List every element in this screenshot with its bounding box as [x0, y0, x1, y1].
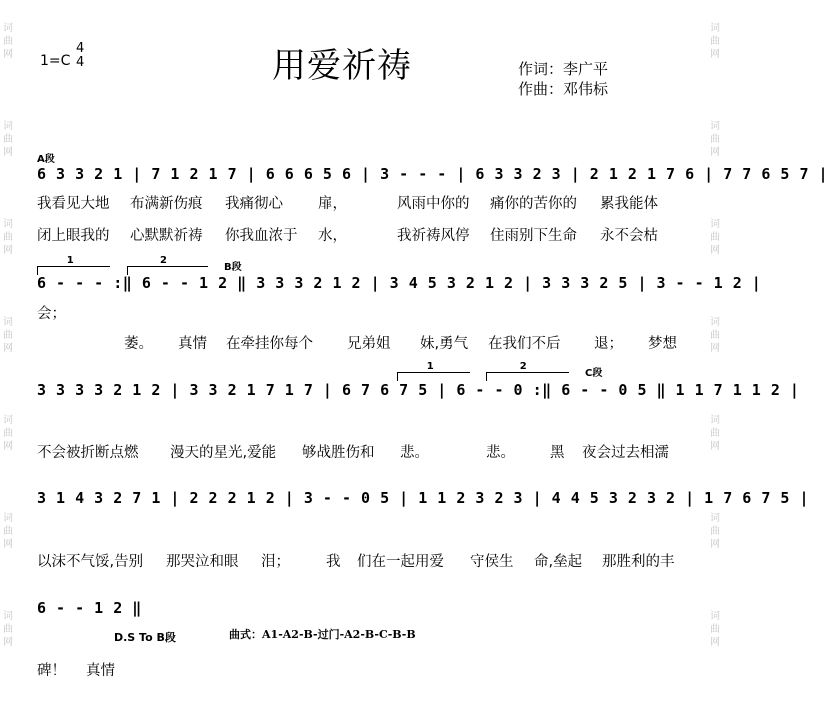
lyricist: 作词：李广平	[518, 60, 609, 78]
ds-marking: D.S To B段	[114, 631, 176, 644]
lyric-row4-1: 以沫不气馁,告别	[37, 554, 144, 570]
lyric-row2b-4: 兄弟姐	[347, 336, 391, 352]
lyric-verse1-7: 累我能体	[600, 196, 658, 212]
watermark-left-5: 词曲网	[3, 415, 13, 452]
lyric-verse1-1: 我看见大地	[37, 196, 110, 212]
watermark-right-3: 词曲网	[710, 219, 720, 256]
section-label-c: C段	[585, 368, 603, 379]
watermark-right-2: 词曲网	[710, 121, 720, 158]
watermark-left-3: 词曲网	[3, 219, 13, 256]
watermark-right-5: 词曲网	[710, 415, 720, 452]
lyric-row2b-6: 在我们不后	[488, 336, 561, 352]
meter-bottom: 4	[76, 55, 85, 70]
watermark-left-2: 词曲网	[3, 121, 13, 158]
lyric-row3-6: 黑	[550, 445, 565, 461]
lyric-verse2-1: 闭上眼我的	[37, 228, 110, 244]
lyric-verse2-7: 永不会枯	[600, 228, 658, 244]
notation-row-4: 3 1 4 3 2 7 1 | 2 2 2 1 2 | 3 - - 0 5 | 1 1 2 3 2 3 | 4 4 5 3 2 3 2 | 1 7 6 7 5 |	[37, 489, 809, 507]
section-label-a: A段	[37, 154, 55, 165]
watermark-right-6: 词曲网	[710, 513, 720, 550]
meter-top: 4	[76, 41, 85, 56]
lyric-verse1-5: 风雨中你的	[397, 196, 470, 212]
key-signature: 1=C	[40, 53, 71, 69]
watermark-left-7: 词曲网	[3, 611, 13, 648]
lyric-row3-2: 漫天的星光,爱能	[170, 445, 277, 461]
notation-row-1: 6 3 3 2 1 | 7 1 2 1 7 | 6 6 6 5 6 | 3 - - - | 6 3 3 2 3 | 2 1 2 1 7 6 | 7 7 6 5 7 |	[37, 165, 828, 183]
song-form: 曲式：A1-A2-B-过门-A2-B-C-B-B	[229, 628, 416, 641]
lyric-row2b-1: 萎。	[124, 336, 153, 352]
lyric-row4-6: 守侯生	[470, 554, 514, 570]
watermark-left-6: 词曲网	[3, 513, 13, 550]
lyric-verse2-4: 水，	[318, 228, 347, 244]
volta-bracket-2: 2	[127, 266, 208, 275]
lyric-row4-3: 泪；	[261, 554, 290, 570]
lyric-verse2-3: 你我血浓于	[225, 228, 298, 244]
lyric-row3-7: 夜会过去相濡	[582, 445, 669, 461]
lyric-verse2-6: 住雨别下生命	[490, 228, 577, 244]
lyric-row4-5: 们在一起用爱	[357, 554, 444, 570]
lyric-row4-2: 那哭泣和眼	[166, 554, 239, 570]
notation-row-5: 6 - - 1 2 ‖	[37, 599, 142, 617]
lyric-row5-1: 碑！	[37, 663, 66, 679]
composer: 作曲：邓伟标	[518, 80, 609, 98]
lyric-row2b-7: 退；	[594, 336, 623, 352]
lyric-row3-5: 悲。	[486, 445, 515, 461]
watermark-left-4: 词曲网	[3, 317, 13, 354]
watermark-left-1: 词曲网	[3, 23, 13, 60]
watermark-right-4: 词曲网	[710, 317, 720, 354]
watermark-right-7: 词曲网	[710, 611, 720, 648]
lyric-row4-7: 命,垒起	[534, 554, 583, 570]
lyric-verse1-4: 扉，	[318, 196, 347, 212]
lyric-verse2-2: 心默默祈祷	[130, 228, 203, 244]
section-label-b: B段	[224, 262, 242, 273]
lyric-row2b-3: 在牵挂你每个	[226, 336, 313, 352]
lyric-row2b-8: 梦想	[648, 336, 677, 352]
lyric-row4-8: 那胜利的丰	[602, 554, 675, 570]
lyric-row3-3: 够战胜伤和	[302, 445, 375, 461]
lyric-verse2-5: 我祈祷风停	[397, 228, 470, 244]
lyric-verse1-6: 痛你的苦你的	[490, 196, 577, 212]
lyric-row2b-5: 妹,勇气	[420, 336, 469, 352]
lyric-row2-1: 会；	[37, 306, 66, 322]
lyric-verse1-2: 布满新伤痕	[130, 196, 203, 212]
volta-bracket-3: 1	[397, 372, 470, 381]
lyric-row4-4: 我	[326, 554, 341, 570]
song-title: 用爱祈祷	[272, 46, 412, 86]
time-signature	[76, 42, 84, 70]
lyric-row3-4: 悲。	[400, 445, 429, 461]
lyric-row3-1: 不会被折断点燃	[37, 445, 139, 461]
volta-bracket-4: 2	[486, 372, 569, 381]
notation-row-3: 3 3 3 3 2 1 2 | 3 3 2 1 7 1 7 | 6 7 6 7 5 | 6 - - 0 :‖ 6 - - 0 5 ‖ 1 1 7 1 1 2 |	[37, 381, 800, 399]
lyric-verse1-3: 我痛彻心	[225, 196, 283, 212]
volta-bracket-1: 1	[37, 266, 110, 275]
watermark-right-1: 词曲网	[710, 23, 720, 60]
notation-row-2: 6 - - - :‖ 6 - - 1 2 ‖ 3 3 3 2 1 2 | 3 4 5 3 2 1 2 | 3 3 3 2 5 | 3 - - 1 2 |	[37, 274, 762, 292]
lyric-row5-2: 真情	[86, 663, 115, 679]
lyric-row2b-2: 真情	[178, 336, 207, 352]
